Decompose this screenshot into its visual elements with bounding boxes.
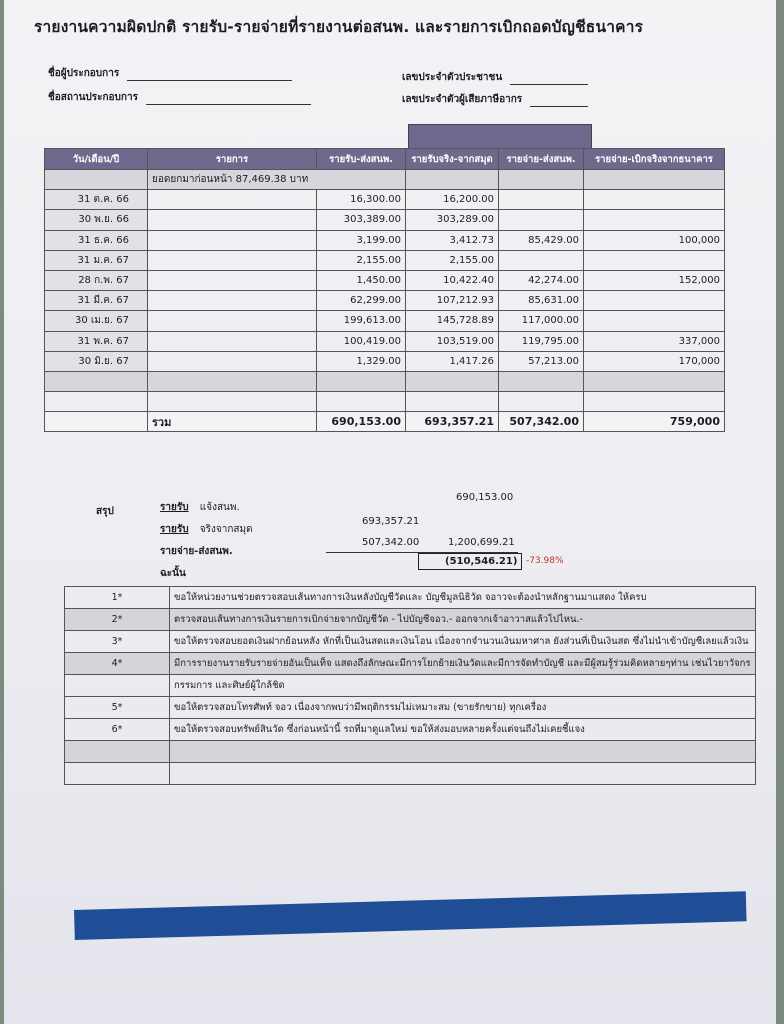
row-item: [148, 311, 317, 331]
row-income-reported: 2,155.00: [317, 250, 406, 270]
tax-id-label: เลขประจำตัวผู้เสียภาษีอากร: [402, 94, 523, 105]
note-text: [170, 741, 756, 763]
row-item: [148, 351, 317, 371]
row-expense-reported: 117,000.00: [499, 311, 584, 331]
table-row: [45, 230, 725, 250]
row-expense-actual: [584, 311, 725, 331]
id-label: เลขประจำตัวประชาชน: [402, 72, 503, 83]
note-row: [65, 719, 756, 741]
row-item: [148, 270, 317, 290]
row-item: [148, 331, 317, 351]
row-date: 31 มี.ค. 67: [45, 291, 148, 311]
summary-expense-label: รายจ่าย-ส่งสนพ.: [160, 546, 233, 557]
row-expense-reported: 57,213.00: [499, 351, 584, 371]
row-expense-reported: [499, 190, 584, 210]
blue-stripe: [74, 891, 747, 940]
note-row: [65, 697, 756, 719]
table-row-empty: [45, 371, 725, 391]
business-name-label: ชื่อสถานประกอบการ: [48, 92, 138, 103]
table-row: [45, 291, 725, 311]
row-income-reported: 303,389.00: [317, 210, 406, 230]
row-expense-actual: [584, 250, 725, 270]
table-header-row: [45, 149, 725, 170]
summary-income1-desc: แจ้งสนพ.: [199, 502, 240, 513]
row-expense-actual: 100,000: [584, 230, 725, 250]
note-row: [65, 653, 756, 675]
table-row: [45, 331, 725, 351]
row-income-reported: 62,299.00: [317, 291, 406, 311]
row-expense-actual: [584, 210, 725, 230]
row-date: 30 เม.ย. 67: [45, 311, 148, 331]
table-row: [45, 250, 725, 270]
row-expense-actual: [584, 190, 725, 210]
operator-name-line: [127, 80, 292, 81]
row-income-actual: 16,200.00: [406, 190, 499, 210]
note-row: [65, 763, 756, 785]
row-expense-actual: 337,000: [584, 331, 725, 351]
table-row: [45, 190, 725, 210]
note-text: ขอให้ตรวจสอบยอดเงินฝากย้อนหลัง หักที่เป็นเงินสดและเงินโอน เนื่องจากจำนวนเงินมหาศาล ยังส่วนที่เป็นเงินสด ซึ่งไม่นำเข้าบัญชีเลยแล้วเงิน: [170, 631, 756, 653]
row-expense-reported: 119,795.00: [499, 331, 584, 351]
note-number: 3*: [65, 631, 170, 653]
total-expense-actual: 759,000: [584, 412, 725, 432]
row-income-actual: 303,289.00: [406, 210, 499, 230]
row-expense-reported: [499, 210, 584, 230]
row-date: 31 ม.ค. 67: [45, 250, 148, 270]
row-income-reported: 1,329.00: [317, 351, 406, 371]
table-total-row: [45, 412, 725, 432]
summary-diff-percent: -73.98%: [526, 556, 564, 566]
note-number: [65, 675, 170, 697]
note-number: 2*: [65, 609, 170, 631]
row-date: 30 พ.ย. 66: [45, 210, 148, 230]
note-row: [65, 631, 756, 653]
row-expense-reported: 42,274.00: [499, 270, 584, 290]
note-text: [170, 763, 756, 785]
row-income-reported: 100,419.00: [317, 331, 406, 351]
row-income-actual: 103,519.00: [406, 331, 499, 351]
summary-income2: [160, 522, 253, 537]
summary-income1: [160, 500, 240, 515]
summary-income2-desc: จริงจากสมุด: [199, 524, 253, 535]
summary-income2-label: รายรับ: [160, 524, 189, 535]
row-item: [148, 291, 317, 311]
row-income-reported: 1,450.00: [317, 270, 406, 290]
row-income-actual: 2,155.00: [406, 250, 499, 270]
operator-name-field: [48, 66, 292, 81]
row-income-reported: 16,300.00: [317, 190, 406, 210]
row-expense-reported: [499, 250, 584, 270]
summary-sum-value: 1,200,699.21: [448, 537, 515, 548]
header-tab-block: [408, 124, 592, 150]
total-expense-reported: 507,342.00: [499, 412, 584, 432]
note-row: [65, 675, 756, 697]
row-income-actual: 1,417.26: [406, 351, 499, 371]
id-field: [402, 70, 588, 85]
table-row: [45, 311, 725, 331]
table-row: [45, 170, 725, 190]
row-expense-actual: [584, 291, 725, 311]
business-name-line: [146, 104, 311, 105]
row-item: [148, 230, 317, 250]
note-text: ขอให้ตรวจสอบโทรศัพท์ จอว เนื่องจากพบว่ามีพฤติกรรมไม่เหมาะสม (ขายรักขาย) ทุกเครื่อง: [170, 697, 756, 719]
note-number: 5*: [65, 697, 170, 719]
tax-id-field: [402, 92, 588, 107]
header-item: รายการ: [148, 149, 317, 170]
total-income-reported: 690,153.00: [317, 412, 406, 432]
row-item: [148, 190, 317, 210]
summary-diff-box: (510,546.21): [418, 553, 522, 570]
row-income-actual: 107,212.93: [406, 291, 499, 311]
row-expense-reported: 85,631.00: [499, 291, 584, 311]
row-date: 31 พ.ค. 67: [45, 331, 148, 351]
summary-therefore-label: ฉะนั้น: [160, 568, 186, 579]
row-expense-actual: 170,000: [584, 351, 725, 371]
summary-income2-value: 693,357.21: [362, 516, 420, 527]
tax-id-line: [530, 106, 588, 107]
summary-label: สรุป: [96, 506, 114, 517]
header-expense-reported: รายจ่าย-ส่งสนพ.: [499, 149, 584, 170]
operator-name-label: ชื่อผู้ประกอบการ: [48, 68, 120, 79]
note-text: กรรมการ และศิษย์ผู้ใกล้ชิด: [170, 675, 756, 697]
row-expense-actual: 152,000: [584, 270, 725, 290]
note-number: 6*: [65, 719, 170, 741]
row-date: 30 มิ.ย. 67: [45, 351, 148, 371]
row-income-actual: 145,728.89: [406, 311, 499, 331]
document-page: [4, 0, 776, 1024]
note-text: ตรวจสอบเส้นทางการเงินรายการเบิกจ่ายจากบัญชีวัด - ไปบัญชีจอว.- ออกจากเจ้าอาวาสแล้วไปไหน.-: [170, 609, 756, 631]
summary-expense-value: 507,342.00: [362, 537, 420, 548]
total-income-actual: 693,357.21: [406, 412, 499, 432]
brought-forward: ยอดยกมาก่อนหน้า 87,469.38 บาท: [148, 170, 406, 190]
row-income-reported: 3,199.00: [317, 230, 406, 250]
note-text: มีการรายงานรายรับรายจ่ายอันเป็นเท็จ แสดงถึงลักษณะมีการโยกย้ายเงินวัดและมีการจัดทำบัญชี และมีผู้สมรู้ร่วมคิดหลายๆท่าน เช่นไวยาวัจกร: [170, 653, 756, 675]
note-number: 1*: [65, 587, 170, 609]
row-income-actual: 10,422.40: [406, 270, 499, 290]
header-income-reported: รายรับ-ส่งสนพ.: [317, 149, 406, 170]
note-row: [65, 609, 756, 631]
id-line: [510, 84, 588, 85]
note-row: [65, 587, 756, 609]
header-income-actual: รายรับจริง-จากสมุด: [406, 149, 499, 170]
page-title: รายงานความผิดปกติ รายรับ-รายจ่ายที่รายงานต่อสนพ. และรายการเบิกถอดบัญชีธนาคาร: [34, 18, 644, 36]
row-date: 31 ต.ค. 66: [45, 190, 148, 210]
table-row: [45, 210, 725, 230]
notes-table: [64, 586, 756, 785]
note-number: [65, 741, 170, 763]
business-name-field: [48, 90, 311, 105]
note-number: 4*: [65, 653, 170, 675]
note-row: [65, 741, 756, 763]
row-item: [148, 250, 317, 270]
total-label: รวม: [148, 412, 317, 432]
note-number: [65, 763, 170, 785]
header-date: วัน/เดือน/ปี: [45, 149, 148, 170]
row-date: 31 ธ.ค. 66: [45, 230, 148, 250]
note-text: ขอให้ตรวจสอบทรัพย์สินวัด ซึ่งก่อนหน้านี้ รถที่มาดูแลใหม่ ขอให้ส่งมอบหลายครั้งแต่จนถึงไม่เคยชี้แจง: [170, 719, 756, 741]
row-item: [148, 210, 317, 230]
table-row-empty: [45, 392, 725, 412]
row-expense-reported: 85,429.00: [499, 230, 584, 250]
table-row: [45, 351, 725, 371]
row-date: 28 ก.พ. 67: [45, 270, 148, 290]
row-income-reported: 199,613.00: [317, 311, 406, 331]
note-text: ขอให้หน่วยงานช่วยตรวจสอบเส้นทางการเงินหลังบัญชีวัดและ บัญชีมูลนิธิวัด จอาวจะต้องนำหลักฐานมาแสดง ให้ครบ: [170, 587, 756, 609]
summary-income1-label: รายรับ: [160, 502, 189, 513]
header-expense-actual: รายจ่าย-เบิกจริงจากธนาคาร: [584, 149, 725, 170]
income-expense-table: [44, 148, 725, 432]
table-row: [45, 270, 725, 290]
summary-income1-value: 690,153.00: [456, 492, 514, 503]
row-income-actual: 3,412.73: [406, 230, 499, 250]
